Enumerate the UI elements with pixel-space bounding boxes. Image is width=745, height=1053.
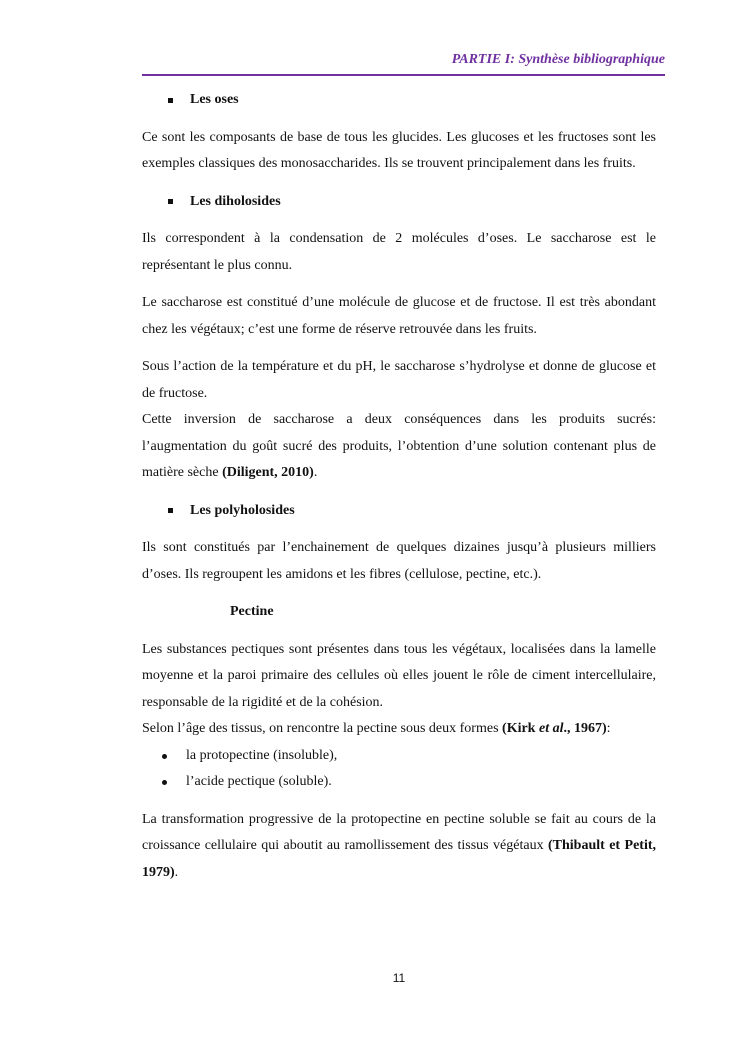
heading-oses-label: Les oses bbox=[190, 92, 239, 107]
paragraph-diholosides-4-text: Cette inversion de saccharose a deux conséquences dans les produits sucrés: l’augmentation du goût sucré des produits, l’obtention d’une solution contenant plus de matière sèche bbox=[142, 412, 656, 480]
square-bullet-icon bbox=[168, 98, 173, 103]
paragraph-diholosides-4 bbox=[142, 407, 656, 487]
square-bullet-icon bbox=[168, 199, 173, 204]
paragraph-pectine-2-text: Selon l’âge des tissus, on rencontre la pectine sous deux formes bbox=[142, 721, 503, 736]
citation-thibault: (Thibault et Petit, 1979) bbox=[142, 838, 656, 880]
citation-kirk-open: (Kirk bbox=[502, 721, 539, 736]
heading-pectine: Pectine bbox=[230, 604, 274, 619]
heading-polyholosides bbox=[142, 498, 656, 525]
paragraph-oses: Ce sont les composants de base de tous les glucides. Les glucoses et les fructoses sont les exemples classiques des monosaccharides. Ils se trouvent principalement dans les fruits. bbox=[142, 129, 656, 171]
page-number: 11 bbox=[392, 971, 406, 985]
paragraph-diholosides-2: Le saccharose est constitué d’une molécule de glucose et de fructose. Il est très abondant chez les végétaux; c’est une forme de réserve retrouvée dans les fruits. bbox=[142, 295, 656, 337]
punctuation: . bbox=[174, 864, 179, 880]
paragraph-pectine-3 bbox=[142, 807, 656, 887]
paragraph-pectine-3-text: La transformation progressive de la protopectine en pectine soluble se fait au cours de la croissance cellulaire qui aboutit au ramollissement des tissus végétaux bbox=[142, 811, 656, 853]
citation-diligent: (Diligent, 2010) bbox=[222, 465, 314, 480]
pectine-forms-list bbox=[142, 743, 656, 796]
running-header: PARTIE I: Synthèse bibliographique bbox=[451, 52, 665, 67]
page-body bbox=[142, 87, 656, 897]
heading-diholosides bbox=[142, 189, 656, 216]
round-bullet-icon bbox=[162, 754, 167, 759]
header-rule bbox=[142, 74, 665, 76]
list-item bbox=[142, 743, 656, 770]
heading-oses bbox=[142, 87, 656, 114]
paragraph-diholosides-1: Ils correspondent à la condensation de 2 molécules d’oses. Le saccharose est le représentant le plus connu. bbox=[142, 231, 656, 273]
punctuation: . bbox=[313, 465, 318, 480]
list-item bbox=[142, 769, 656, 796]
punctuation: : bbox=[606, 721, 611, 736]
paragraph-pectine-2 bbox=[142, 716, 656, 743]
citation-kirk-etal: et al bbox=[538, 721, 564, 736]
paragraph-polyholosides: Ils sont constitués par l’enchainement de quelques dizaines jusqu’à plusieurs milliers d’oses. Ils regroupent les amidons et les fibres (cellulose, pectine, etc.). bbox=[142, 540, 656, 582]
list-item-text: la protopectine (insoluble), bbox=[186, 747, 338, 763]
paragraph-pectine-1: Les substances pectiques sont présentes dans tous les végétaux, localisées dans la lamelle moyenne et la paroi primaire des cellules où elles jouent le rôle de ciment intercellulaire, responsable de la rigidité et de la cohésion. bbox=[142, 641, 656, 710]
paragraph-diholosides-3: Sous l’action de la température et du pH, le saccharose s’hydrolyse et donne de glucose et de fructose. bbox=[142, 359, 656, 401]
round-bullet-icon bbox=[162, 780, 167, 785]
heading-polyholosides-label: Les polyholosides bbox=[190, 502, 295, 518]
square-bullet-icon bbox=[168, 508, 173, 513]
citation-kirk-close: ., 1967) bbox=[563, 721, 607, 736]
citation-kirk bbox=[502, 721, 607, 736]
heading-diholosides-label: Les diholosides bbox=[190, 193, 281, 209]
list-item-text: l’acide pectique (soluble). bbox=[186, 774, 332, 789]
